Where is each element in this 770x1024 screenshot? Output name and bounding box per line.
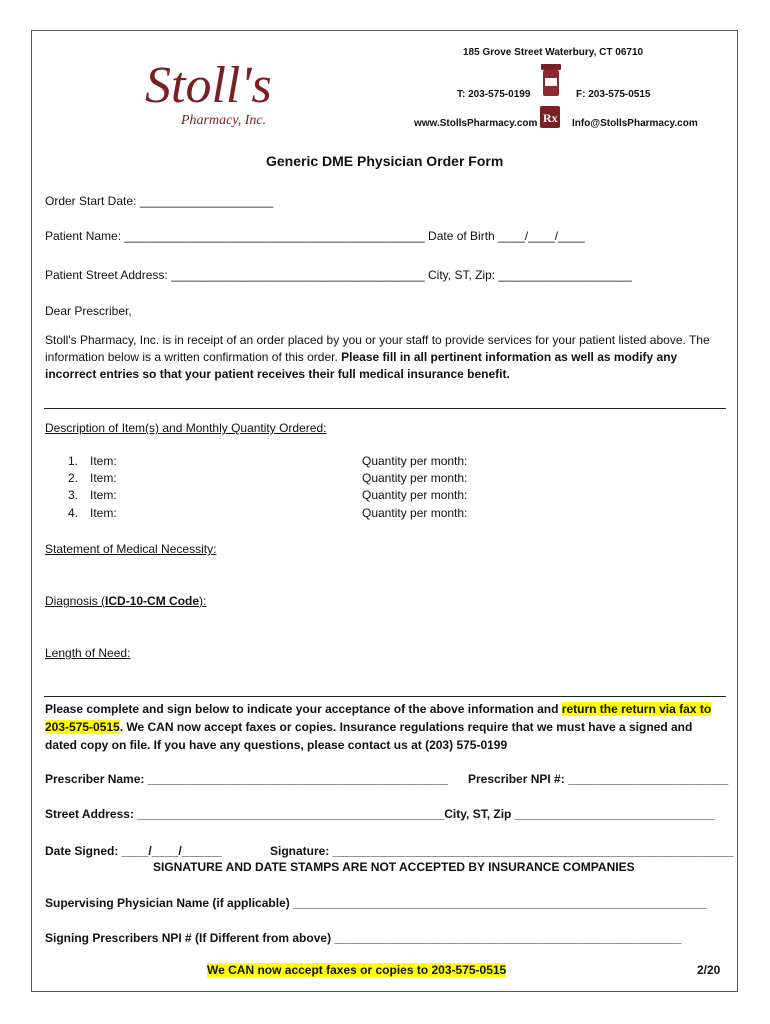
- date-signed-field[interactable]: Date Signed: ____/____/______: [45, 844, 222, 858]
- prescriber-name-field[interactable]: Prescriber Name: _____________________________________________: [45, 772, 449, 786]
- intro-paragraph: [45, 332, 725, 383]
- item-field[interactable]: Item:: [90, 506, 117, 520]
- page-number: 2/20: [697, 963, 721, 977]
- intro-instruction: Please fill in all pertinent information as well as modify any incorrect entries so that your patient receives their full medical insurance benefit.: [45, 350, 678, 381]
- instr-text-a: Please complete and sign below to indicate your acceptance of the above information and: [45, 702, 562, 716]
- item-field[interactable]: Item:: [90, 471, 117, 485]
- quantity-field[interactable]: Quantity per month:: [362, 488, 468, 502]
- form-title: Generic DME Physician Order Form: [266, 153, 504, 169]
- length-of-need-label[interactable]: Length of Need:: [45, 646, 131, 660]
- signing-npi-field[interactable]: Signing Prescribers NPI # (If Different from above) ____________________________________________________: [45, 931, 682, 945]
- pharmacy-logo: [145, 52, 290, 132]
- section-divider: [44, 408, 726, 409]
- signature-instructions: [45, 700, 725, 754]
- stamps-notice: SIGNATURE AND DATE STAMPS ARE NOT ACCEPTED BY INSURANCE COMPANIES: [153, 860, 635, 874]
- logo-graphic: [145, 52, 290, 132]
- item-field[interactable]: Item:: [90, 454, 117, 468]
- section-divider: [44, 696, 726, 697]
- pharmacy-address: 185 Grove Street Waterbury, CT 06710: [463, 47, 644, 58]
- street-address-field[interactable]: Street Address: ______________________________________________City, ST, Zip ______________________________: [45, 807, 715, 821]
- quantity-field[interactable]: Quantity per month:: [362, 471, 468, 485]
- patient-address-field[interactable]: Patient Street Address: ______________________________________ City, ST, Zip: ____________________: [45, 268, 632, 282]
- pharmacy-website[interactable]: www.StollsPharmacy.com: [414, 118, 538, 129]
- prescriber-npi-field[interactable]: Prescriber NPI #: ________________________: [468, 772, 729, 786]
- rx-badge: Rx: [543, 111, 558, 125]
- supervising-physician-field[interactable]: Supervising Physician Name (if applicable) ______________________________________________________________: [45, 896, 707, 910]
- quantity-field[interactable]: Quantity per month:: [362, 454, 468, 468]
- logo-subtitle: Pharmacy, Inc.: [181, 113, 267, 128]
- diagnosis-label[interactable]: [45, 594, 206, 608]
- fax-return-highlight: return the return via fax to 203-575-0515: [45, 702, 712, 734]
- diagnosis-suffix: ):: [199, 594, 207, 608]
- instr-text-b: . We CAN now accept faxes or copies. Insurance regulations require that we must have a signed and dated copy on file. If you have any questions, please contact us at (203) 575-0199: [45, 720, 693, 752]
- logo-wordmark: Stoll's: [145, 57, 272, 114]
- intro-text: Stoll's Pharmacy, Inc. is in receipt of an order placed by you or your staff to provide services for your patient listed above. The information below is a written confirmation of this order.: [45, 333, 710, 364]
- diagnosis-code-label: ICD-10-CM Code: [105, 594, 200, 608]
- quantity-field[interactable]: Quantity per month:: [362, 506, 468, 520]
- item-number: 1.: [68, 454, 79, 468]
- medical-necessity-label[interactable]: Statement of Medical Necessity:: [45, 542, 217, 556]
- item-number: 3.: [68, 488, 79, 502]
- footer-fax-notice: We CAN now accept faxes or copies to 203-575-0515: [207, 963, 507, 977]
- pharmacy-phone: T: 203-575-0199: [457, 89, 531, 100]
- pharmacy-email[interactable]: Info@StollsPharmacy.com: [572, 118, 698, 129]
- item-field[interactable]: Item:: [90, 488, 117, 502]
- pharmacy-fax: F: 203-575-0515: [576, 89, 651, 100]
- patient-name-dob-field[interactable]: Patient Name: _____________________________________________ Date of Birth ____/____/____: [45, 229, 585, 243]
- order-start-date-field[interactable]: Order Start Date: ____________________: [45, 194, 274, 208]
- diagnosis-prefix: Diagnosis (: [45, 594, 106, 608]
- salutation: Dear Prescriber,: [45, 304, 132, 318]
- description-heading: Description of Item(s) and Monthly Quantity Ordered:: [45, 421, 327, 435]
- item-number: 4.: [68, 506, 79, 520]
- item-number: 2.: [68, 471, 79, 485]
- pill-bottle-icon: [538, 62, 564, 137]
- signature-field[interactable]: Signature: ____________________________________________________________: [270, 844, 734, 858]
